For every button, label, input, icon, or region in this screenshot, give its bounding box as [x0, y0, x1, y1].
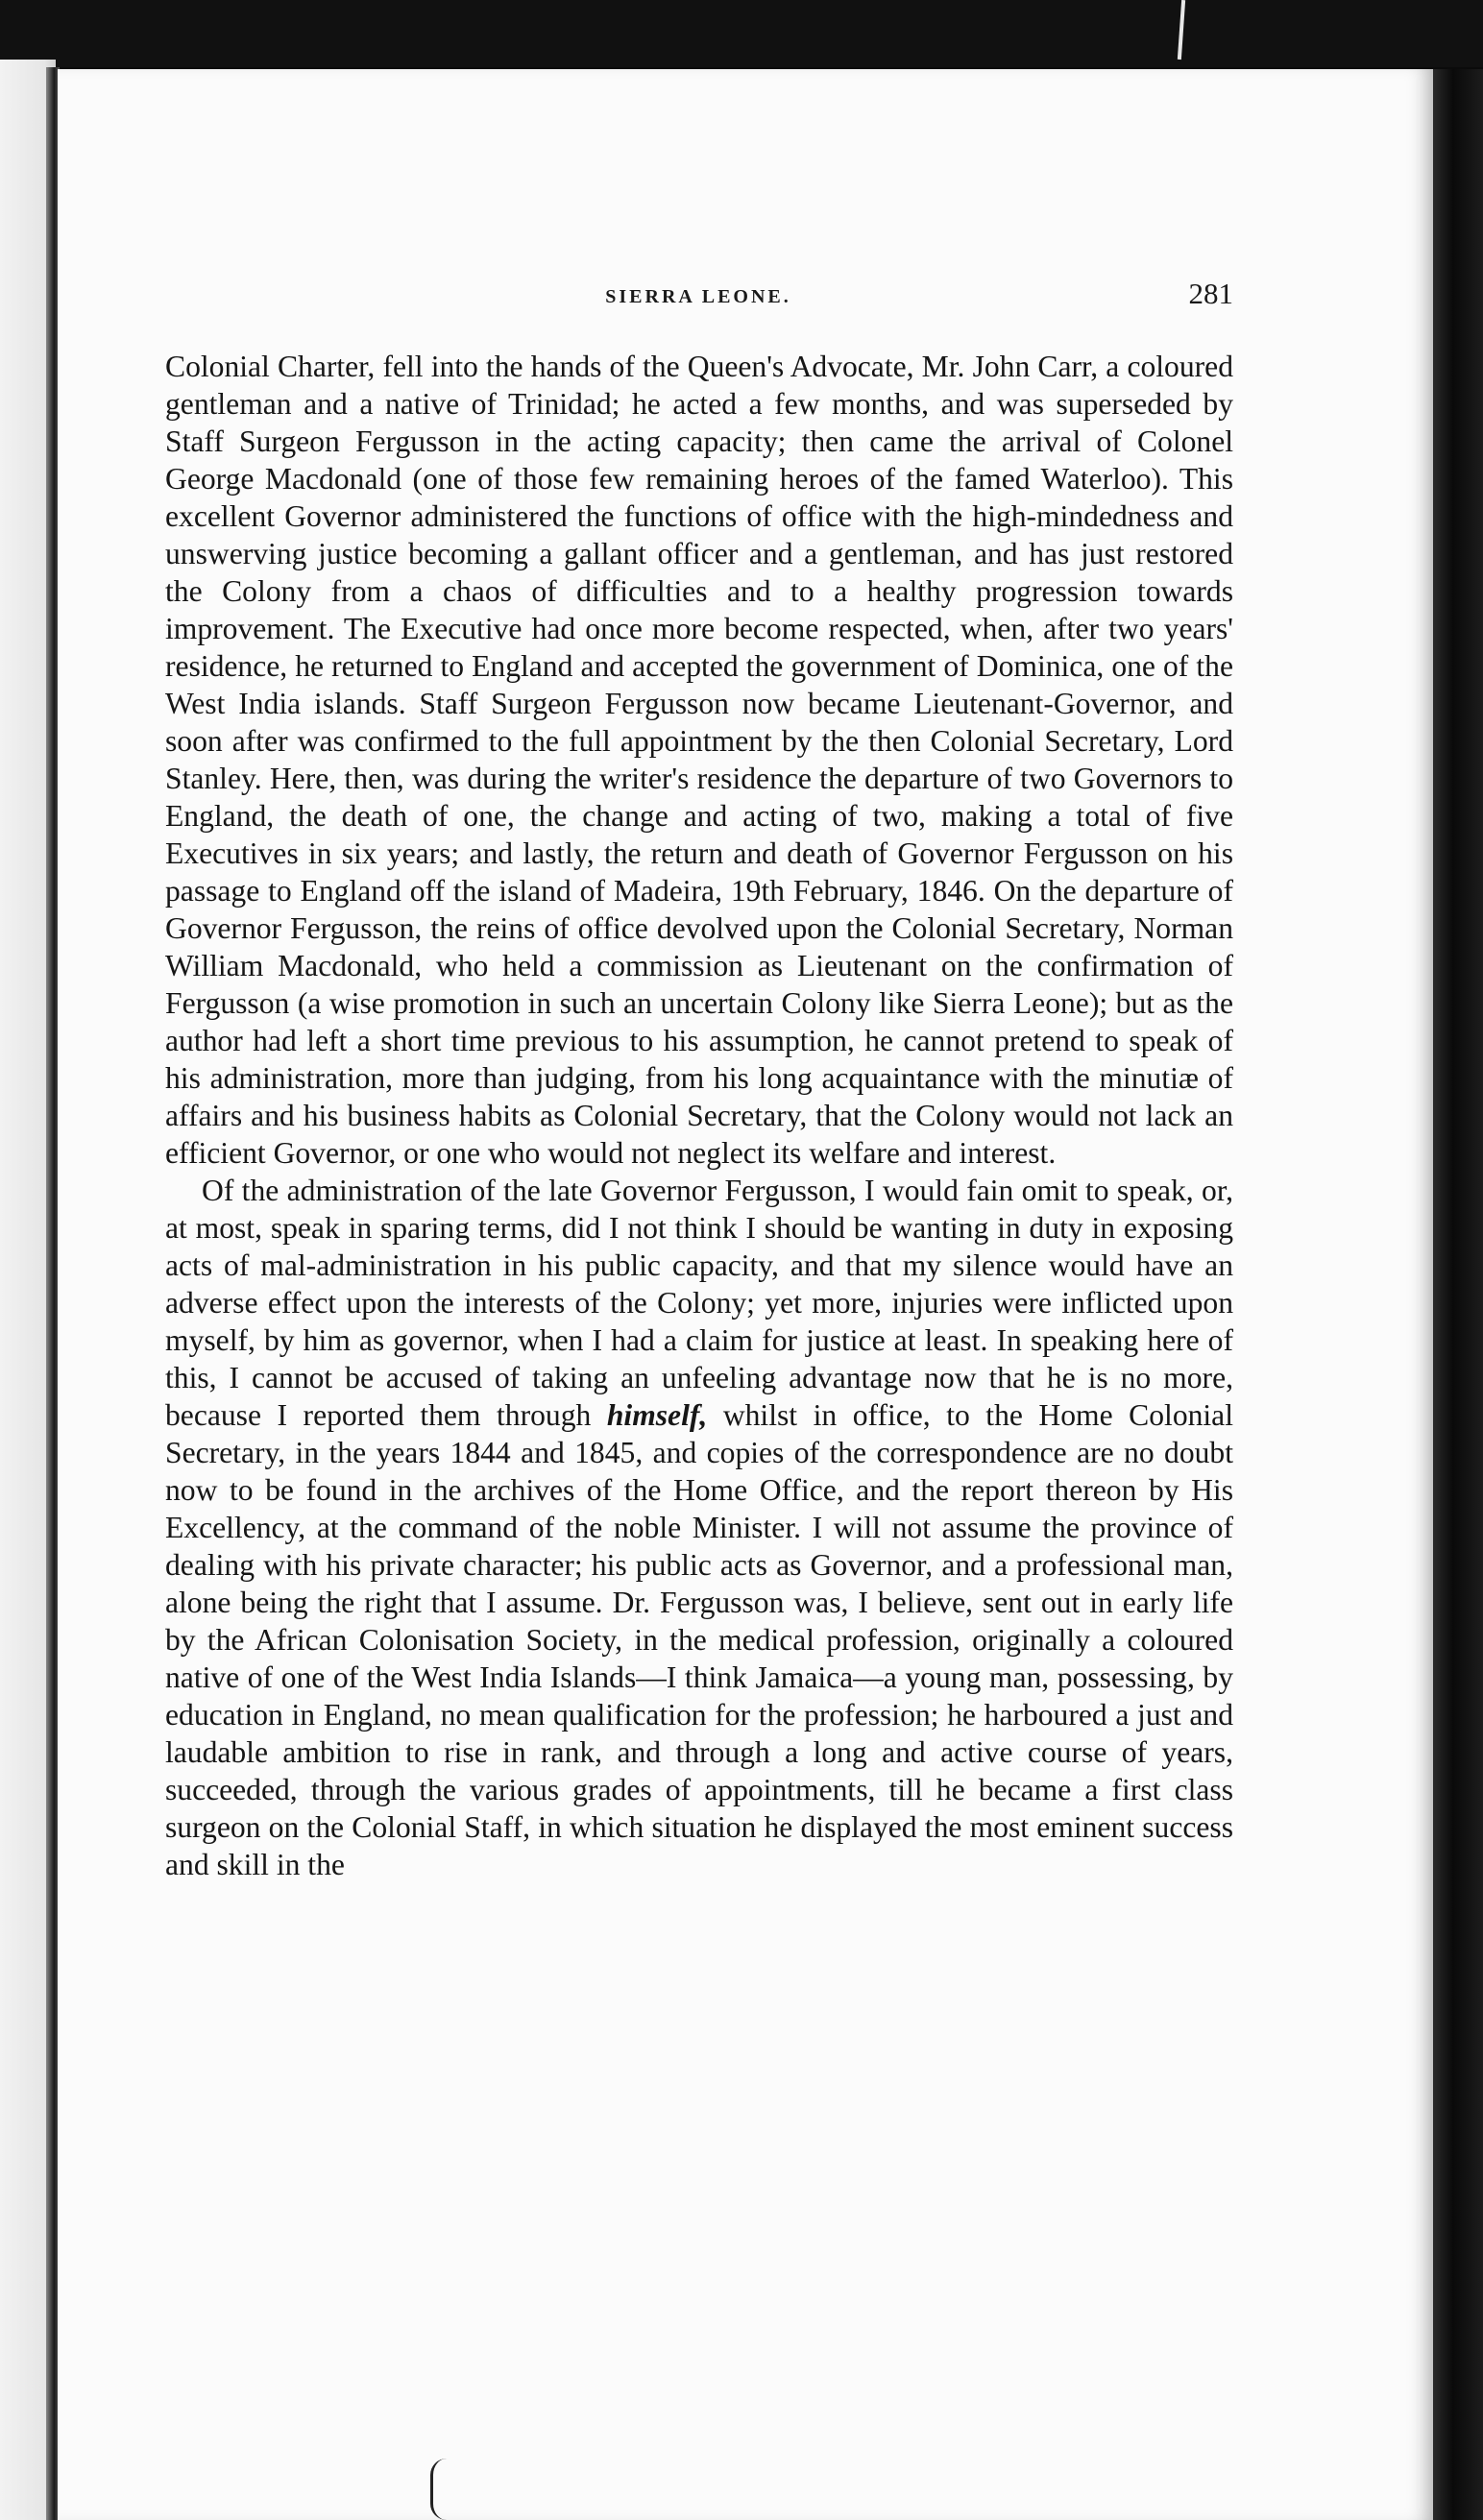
- page-body: [165, 348, 1233, 1883]
- page-edge-shadow: [1433, 69, 1483, 2520]
- paragraph: Colonial Charter, fell into the hands of the Queen's Advocate, Mr. John Carr, a coloured gentleman and a native of Trinidad; he acted a few months, and was superseded by Staff Surgeon Fergusson in the acting capacity; then came the arrival of Colonel George Macdonald (one of those few remaining heroes of the famed Waterloo). This excellent Governor administered the functions of office with the high-mindedness and unswerving justice becoming a gallant officer and a gentleman, and has just restored the Colony from a chaos of difficulties and to a healthy progression towards improvement. The Executive had once more become respected, when, after two years' residence, he returned to England and accepted the government of Dominica, one of the West India islands. Staff Surgeon Fergusson now became Lieutenant-Governor, and soon after was confirmed to the full appointment by the then Colonial Secretary, Lord Stanley. Here, then, was during the writer's residence the departure of two Governors to England, the death of one, the change and acting of two, making a total of five Executives in six years; and lastly, the return and death of Governor Fergusson on his passage to England off the island of Madeira, 19th February, 1846. On the departure of Governor Fergusson, the reins of office devolved upon the Colonial Secretary, Norman William Macdonald, who held a commission as Lieutenant on the confirmation of Fergusson (a wise promotion in such an uncertain Colony like Sierra Leone); but as the author had left a short time previous to his assumption, he cannot pretend to speak of his administration, more than judging, from his long acquaintance with the minutiæ of affairs and his business habits as Colonial Secretary, that the Colony would not lack an efficient Governor, or one who would not neglect its welfare and interest.: [165, 350, 1233, 1170]
- paragraph-text: whilst in office, to the Home Colonial Secretary, in the years 1844 and 1845, and copies of the correspondence are no doubt now to be found in the archives of the Home Office, and the report thereon by His Excellency, at the command of the noble Minister. I will not assume the province of dealing with his private character; his public acts as Governor, and a professional man, alone being the right that I assume. Dr. Fergusson was, I believe, sent out in early life by the African Colonisation Society, in the medical profession, originally a coloured native of one of the West India Islands—I think Jamaica—a young man, possessing, by education in England, no mean qualification for the profession; he harboured a just and laudable ambition to rise in rank, and through a long and active course of years, succeeded, through the various grades of appointments, till he became a first class surgeon on the Colonial Staff, in which situation he displayed the most eminent success and skill in the: [165, 1398, 1233, 1881]
- emphasized-word: himself,: [606, 1398, 708, 1432]
- running-head: SIERRA LEONE.: [605, 286, 791, 307]
- paragraph-text: Of the administration of the late Governor Fergusson, I would fain omit to speak, or, at most, speak in sparing terms, did I not think I should be wanting in duty in exposing acts of mal-administration in his public capacity, and that my silence would have an adverse effect upon the interests of the Colony; yet more, injuries were inflicted upon myself, by him as governor, when I had a claim for justice at least. In speaking here of this, I cannot be accused of taking an unfeeling advantage now that he is no more, because I reported them through: [165, 1174, 1233, 1432]
- paragraph: [165, 1172, 1233, 1883]
- scan-top-margin: [0, 0, 1483, 67]
- page-header: [163, 277, 1233, 328]
- scan-mark-bottom: [430, 2459, 447, 2520]
- page-number: 281: [1188, 277, 1233, 310]
